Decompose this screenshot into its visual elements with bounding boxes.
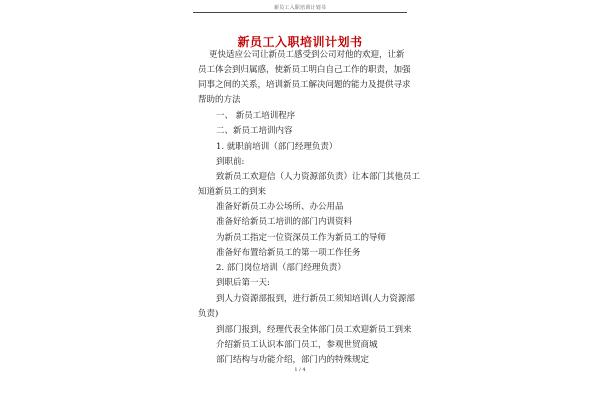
header-divider bbox=[193, 12, 407, 13]
section-heading: 二、新员工培训内容 bbox=[216, 126, 293, 136]
body-line: 部门结构与功能介绍，部门内的特殊规定 bbox=[216, 355, 370, 365]
body-line: 更快适应公司让新员工感受到公司对他的欢迎，让新 bbox=[209, 50, 405, 60]
subsection-heading: 2. 部门岗位培训（部门经理负责） bbox=[216, 263, 346, 273]
body-line: 帮助的方法 bbox=[198, 95, 241, 105]
subsection-heading: 1. 就职前培训（部门经理负责） bbox=[216, 142, 338, 152]
body-line: 到职前: bbox=[216, 157, 245, 167]
body-line: 到部门报到，经理代表全体部门员工欢迎新员工到来 bbox=[216, 325, 412, 335]
body-line: 到人力资源部报到，进行新员工须知培训(人力资源部 bbox=[216, 294, 415, 304]
body-line: 员工体会到归属感，使新员工明白自己工作的职责，加强 bbox=[198, 65, 411, 75]
body-line: 知道新员工的到来 bbox=[198, 187, 267, 197]
body-line: 负责) bbox=[198, 309, 219, 319]
body-line: 准备好新员工办公场所、办公用品 bbox=[216, 202, 344, 212]
body-line: 准备好布置给新员工的第一项工作任务 bbox=[216, 248, 361, 258]
document-title: 新员工入职培训计划书 bbox=[237, 35, 363, 49]
section-heading: 一、 新员工培训程序 bbox=[216, 111, 296, 121]
body-line: 介绍新员工认识本部门员工，参观世贸商城 bbox=[216, 340, 378, 350]
body-line: 为新员工指定一位资深员工作为新员工的导师 bbox=[216, 233, 387, 243]
running-header: 新员工入职培训计划书 bbox=[273, 5, 326, 11]
body-line: 到职后第一天: bbox=[216, 278, 270, 288]
body-line: 准备好给新员工培训的部门内训资料 bbox=[216, 217, 353, 227]
page-number: 1 / 4 bbox=[294, 367, 306, 373]
body-line: 同事之间的关系，培训新员工解决问题的能力及提供寻求 bbox=[198, 80, 411, 90]
body-line: 致新员工欢迎信（人力资源部负责）让本部门其他员工 bbox=[216, 172, 421, 182]
